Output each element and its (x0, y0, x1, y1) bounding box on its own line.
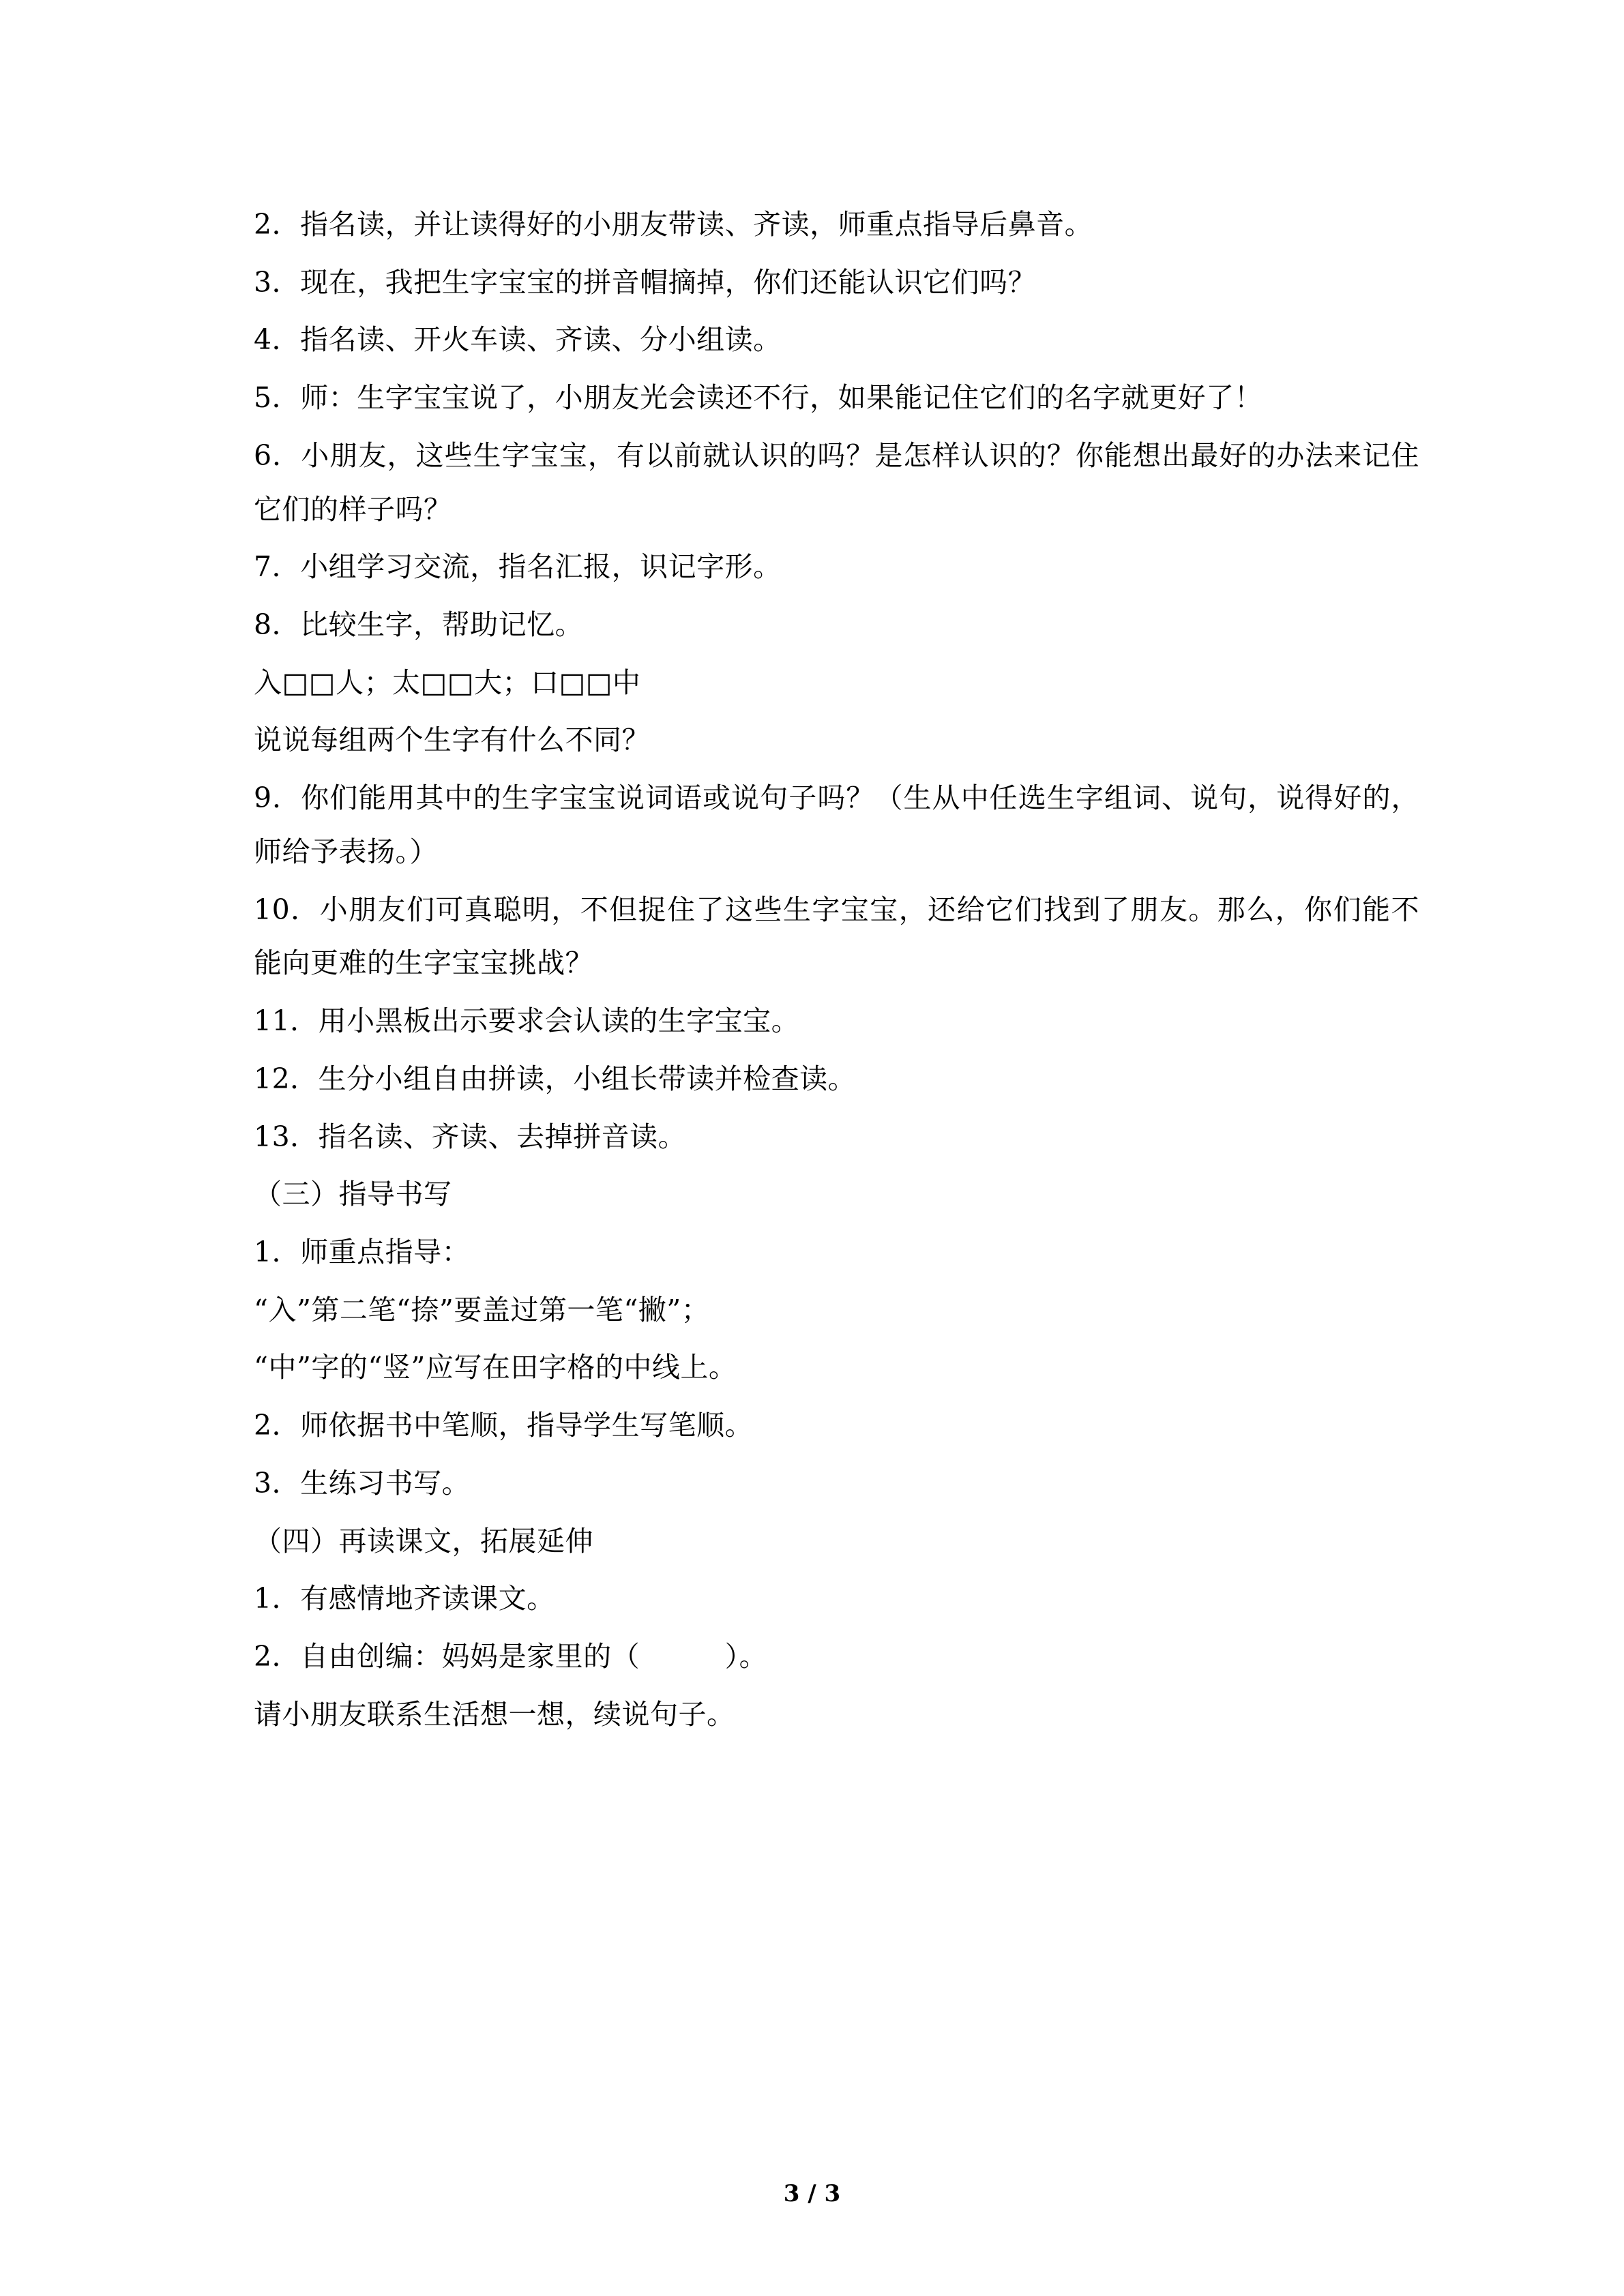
paragraph: 8．比较生字，帮助记忆。 (254, 608, 584, 642)
paragraph: 3．生练习书写。 (254, 1466, 471, 1500)
paragraph-character-compare: 入□□人；太□□大；口□□中 (254, 666, 641, 699)
paragraph: 说说每组两个生字有什么不同？ (254, 724, 650, 757)
document-body (211, 198, 1419, 1741)
paragraph: 4．指名读、开火车读、齐读、分小组读。 (254, 323, 782, 357)
paragraph: 10．小朋友们可真聪明，不但捉住了这些生字宝宝，还给它们找到了朋友。那么，你们能不能向更难的生字宝宝挑战？ (254, 893, 1419, 980)
paragraph: 13．指名读、齐读、去掉拼音读。 (254, 1120, 687, 1153)
paragraph: “入”第二笔“捺”要盖过第一笔“撇”； (254, 1293, 710, 1326)
paragraph: 7．小组学习交流，指名汇报，识记字形。 (254, 550, 782, 584)
paragraph: 2．师依据书中笔顺，指导学生写笔顺。 (254, 1409, 754, 1442)
paragraph: 6．小朋友，这些生字宝宝，有以前就认识的吗？是怎样认识的？你能想出最好的办法来记住它们的样子吗？ (254, 438, 1419, 526)
section-heading: （三）指导书写 (254, 1178, 452, 1211)
paragraph: 11．用小黑板出示要求会认读的生字宝宝。 (254, 1004, 800, 1038)
paragraph: 2．自由创编：妈妈是家里的（ ）。 (254, 1639, 768, 1673)
paragraph: 5．师：生字宝宝说了，小朋友光会读还不行，如果能记住它们的名字就更好了！ (254, 381, 1263, 415)
page-number: 3 / 3 (783, 2180, 841, 2207)
paragraph: 请小朋友联系生活想一想，续说句子。 (254, 1697, 735, 1731)
paragraph: 1．师重点指导： (254, 1235, 471, 1268)
paragraph: “中”字的“竖”应写在田字格的中线上。 (254, 1351, 737, 1384)
paragraph: 3．现在，我把生字宝宝的拼音帽摘掉，你们还能认识它们吗？ (254, 265, 1037, 299)
paragraph: 2．指名读，并让读得好的小朋友带读、齐读，师重点指导后鼻音。 (254, 208, 1093, 241)
paragraph: 9．你们能用其中的生字宝宝说词语或说句子吗？（生从中任选生字组词、说句，说得好的，师给予表扬。） (254, 781, 1419, 868)
section-heading: （四）再读课文，拓展延伸 (254, 1524, 593, 1557)
paragraph: 12．生分小组自由拼读，小组长带读并检查读。 (254, 1062, 857, 1095)
paragraph: 1．有感情地齐读课文。 (254, 1582, 555, 1615)
